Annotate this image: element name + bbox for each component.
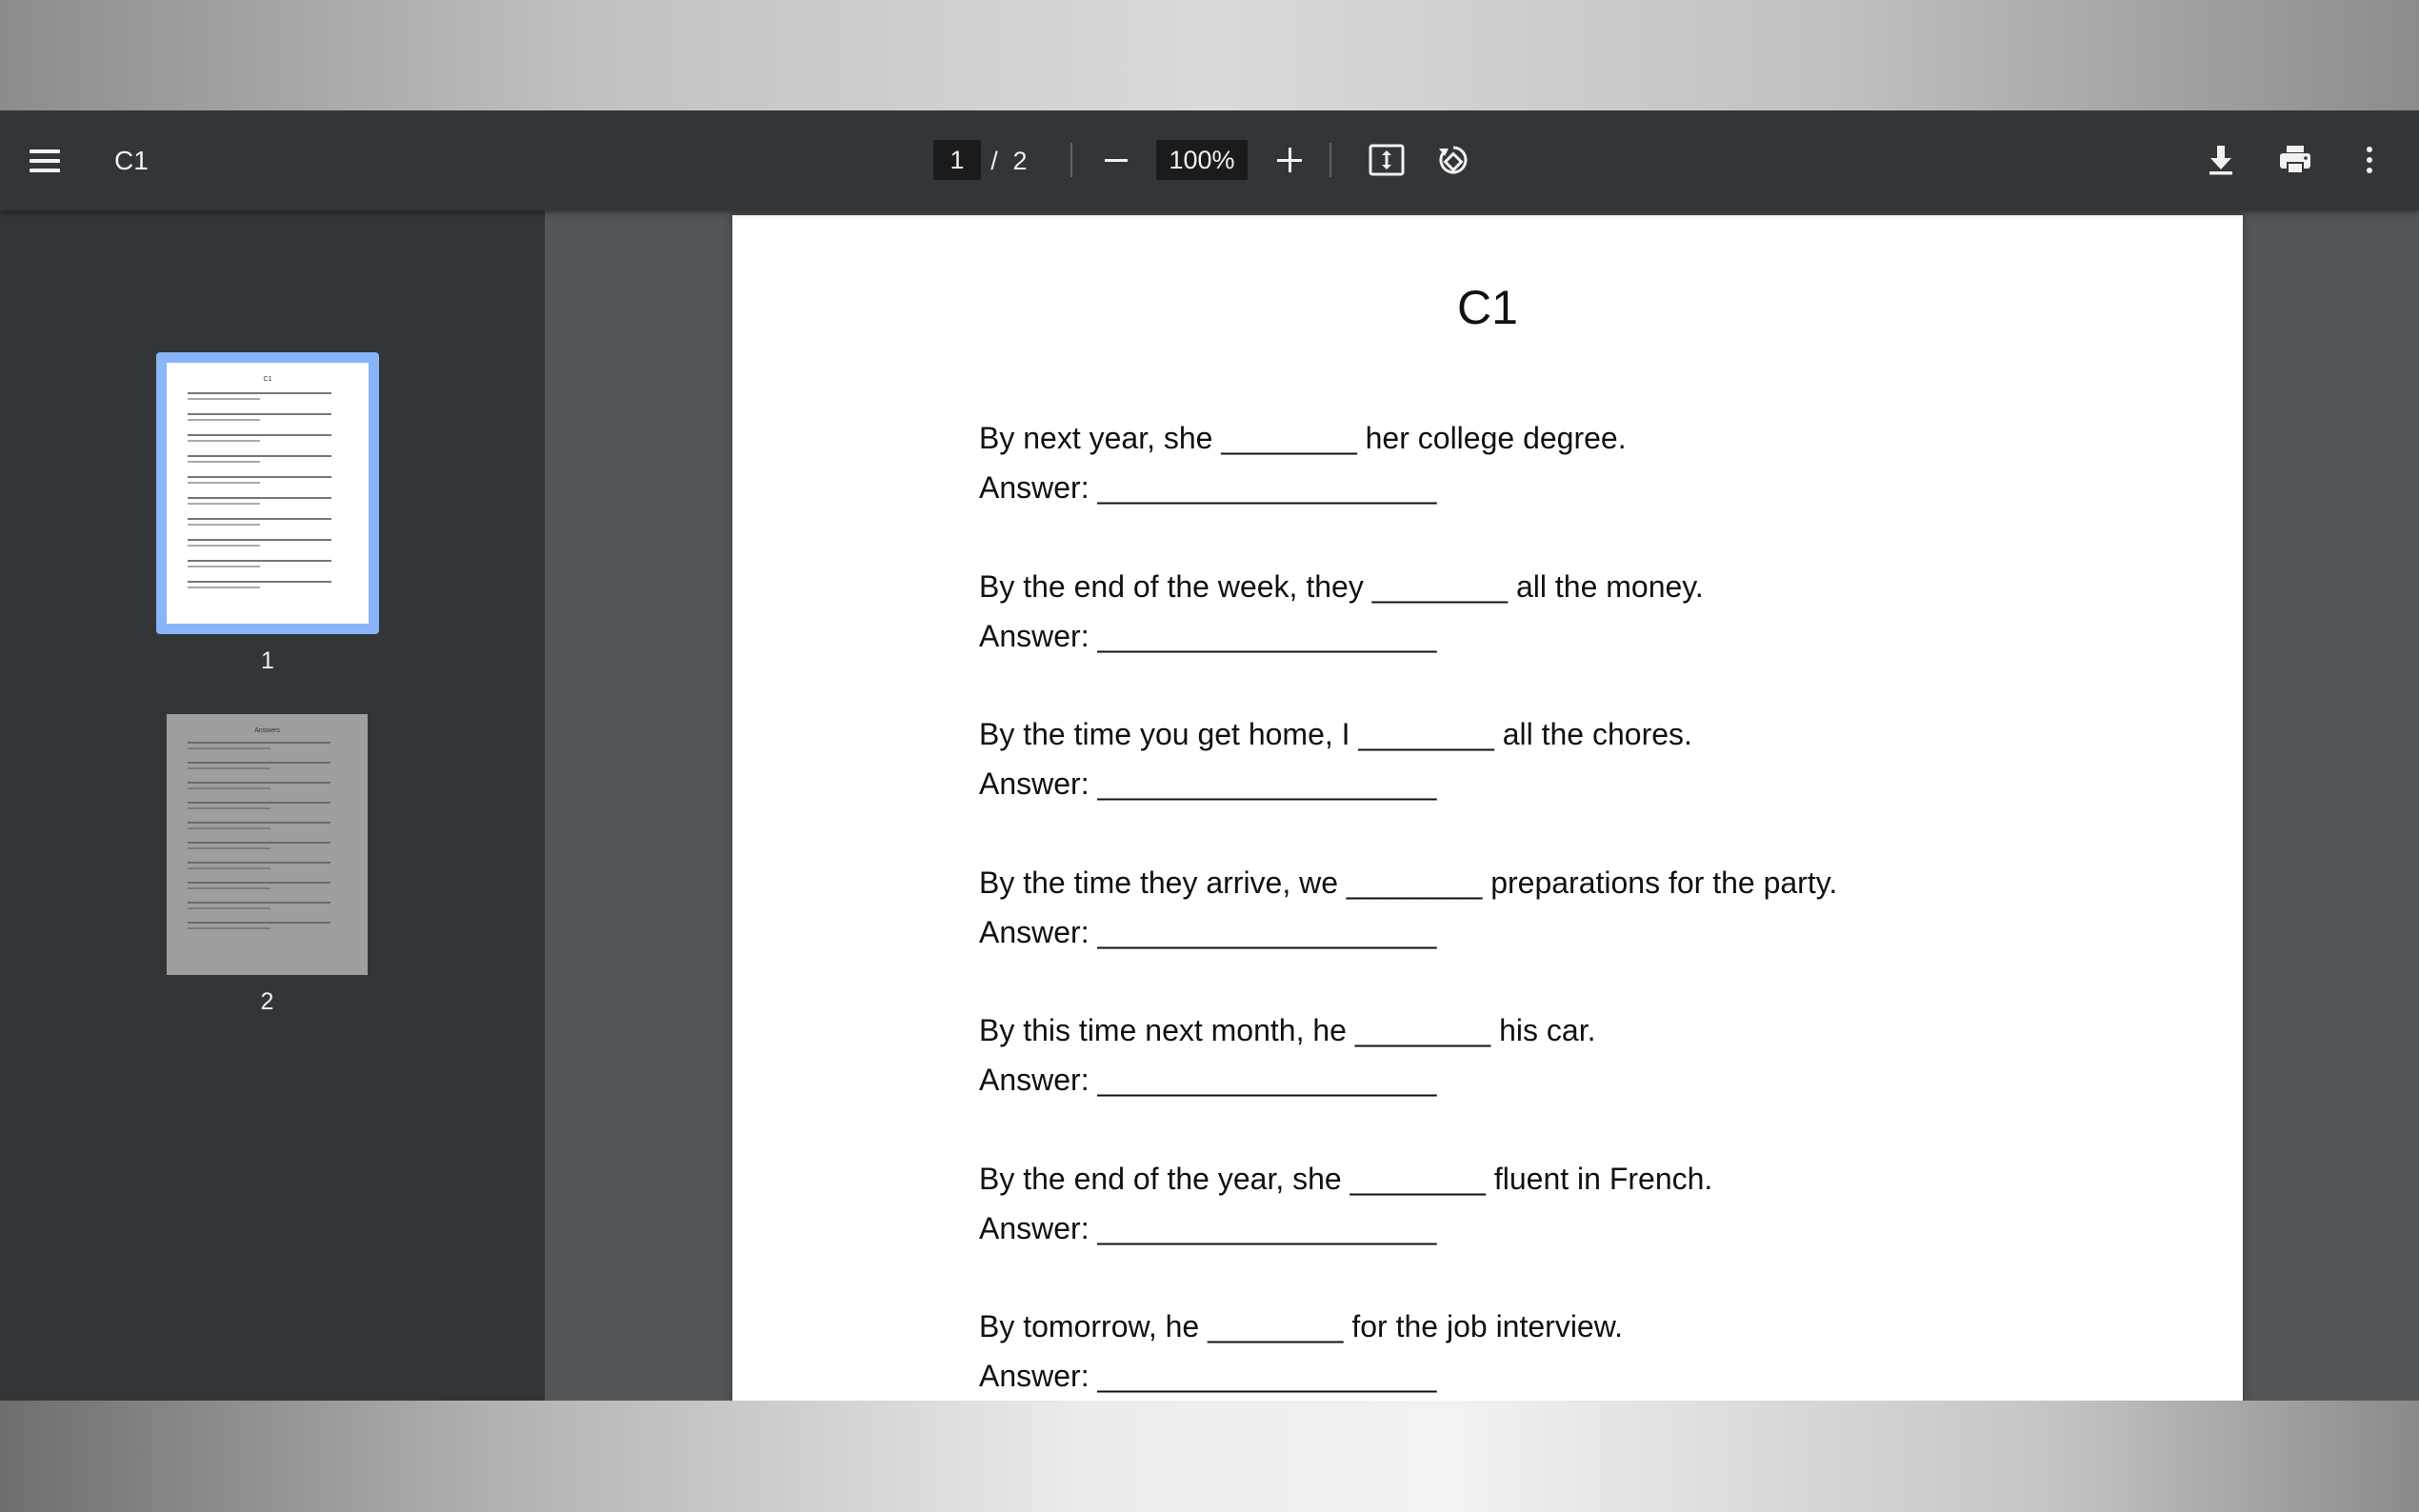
answer-line: Answer: ____________________ (979, 1063, 1437, 1097)
question-text: By tomorrow, he ________ for the job interview. (979, 1309, 1623, 1343)
thumbnail-label: 1 (261, 647, 274, 674)
download-button[interactable] (2196, 135, 2246, 185)
print-icon (2278, 144, 2312, 176)
question-text: By the time you get home, I ________ all the chores. (979, 717, 1692, 751)
page-count: 2 (1012, 146, 1028, 175)
toolbar-divider (1070, 143, 1072, 177)
thumbnail-image (156, 352, 379, 634)
list-item (979, 1154, 2122, 1303)
thumbnail-page-2[interactable] (167, 714, 368, 1016)
list-item (979, 562, 2122, 710)
list-item (979, 858, 2122, 1006)
thumbnail-title: C1 (263, 376, 272, 383)
question-list (979, 413, 2122, 1401)
list-item (979, 1302, 2122, 1401)
download-icon (2207, 144, 2235, 176)
thumbnail-label: 2 (260, 988, 274, 1015)
answer-line: Answer: ____________________ (979, 1210, 1437, 1245)
page-separator: / (990, 146, 998, 175)
question-text: By the end of the week, they ________ all the money. (979, 568, 1704, 604)
thumbnail-page-1[interactable] (156, 352, 379, 675)
more-options-button[interactable] (2345, 135, 2394, 185)
thumbnail-title: Answers (254, 727, 280, 734)
pdf-page (732, 215, 2243, 1401)
answer-line: Answer: ____________________ (979, 766, 1437, 801)
answer-line: Answer: ____________________ (979, 1359, 1437, 1393)
menu-button[interactable] (21, 137, 69, 185)
answer-line: Answer: ____________________ (979, 470, 1437, 505)
thumbnail-sidebar (0, 210, 545, 1401)
zoom-in-button[interactable] (1267, 135, 1312, 185)
list-item (979, 1005, 2122, 1154)
question-text: By the end of the year, she ________ fluent in French. (979, 1161, 1713, 1196)
thumbnail-image (167, 714, 368, 975)
list-item (979, 413, 2122, 562)
rotate-icon (1435, 142, 1471, 178)
menu-icon (30, 149, 60, 172)
minus-icon (1105, 159, 1128, 162)
rotate-button[interactable] (1429, 135, 1478, 185)
zoom-out-button[interactable] (1093, 135, 1139, 185)
page-number-input[interactable]: 1 (933, 140, 981, 180)
desktop-background-top (0, 0, 2419, 110)
fit-to-page-button[interactable] (1362, 135, 1411, 185)
more-vert-icon (2365, 146, 2374, 174)
page-title: C1 (1457, 281, 1518, 334)
desktop-background-bottom (0, 1401, 2419, 1512)
document-title: C1 (114, 146, 149, 175)
answer-line: Answer: ____________________ (979, 914, 1437, 949)
answer-line: Answer: ____________________ (979, 618, 1437, 653)
print-button[interactable] (2270, 135, 2320, 185)
plus-icon (1277, 148, 1302, 172)
fit-to-page-icon (1369, 144, 1405, 176)
question-text: By next year, she ________ her college degree. (979, 421, 1627, 455)
question-text: By this time next month, he ________ his car. (979, 1013, 1596, 1047)
zoom-level-input[interactable]: 100% (1156, 140, 1248, 180)
list-item (979, 709, 2122, 858)
pdf-toolbar (0, 110, 2419, 210)
pdf-viewer (0, 110, 2419, 1401)
question-text: By the time they arrive, we ________ preparations for the party. (979, 865, 1838, 900)
toolbar-divider (1329, 143, 1331, 177)
